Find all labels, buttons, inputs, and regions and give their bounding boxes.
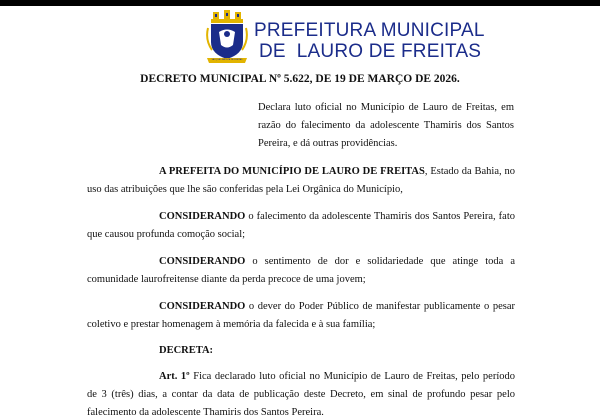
organization-name (254, 20, 485, 62)
crest-ribbon-text: SÃO JOÃO BATISTA DE FREITAS (211, 59, 243, 61)
municipal-crest-icon (204, 10, 250, 66)
decreta-heading (87, 342, 515, 360)
org-name-line-1: PREFEITURA MUNICIPAL (254, 20, 485, 41)
considerando-text: o falecimento da adolescente Thamiris dos Santos Pereira, fato que causou profunda comoção social; (87, 211, 515, 240)
considerando-text: o dever do Poder Público de manifestar publicamente o pesar coletivo e prestar homenagem à memória da falecida e à sua família; (87, 301, 515, 330)
considerando-paragraph-1 (87, 208, 515, 244)
considerando-text: o sentimento de dor e solidariedade que atinge toda a comunidade laurofreitense diante da perda precoce de uma jovem; (87, 256, 515, 285)
preamble-paragraph (87, 163, 515, 199)
decree-summary: Declara luto oficial no Município de Lauro de Freitas, em razão do falecimento da adolescente Thamiris dos Santos Pereira, e dá outras providências. (258, 102, 514, 149)
considerando-lead: CONSIDERANDO (159, 211, 246, 222)
decree-title: DECRETO MUNICIPAL Nº 5.622, DE 19 DE MARÇO DE 2026. (140, 73, 460, 85)
preamble-lead: A PREFEITA DO MUNICÍPIO DE LAURO DE FREITAS (159, 166, 425, 177)
article-1-text: Fica declarado luto oficial no Município de Lauro de Freitas, pelo período de 3 (três) dias, a contar da data de publicação deste Decreto, em sinal de profundo pesar pelo falecimento da adolescente Thamiris dos Santos Pereira. (87, 371, 515, 418)
decreta-label: DECRETA: (159, 345, 214, 356)
considerando-paragraph-3 (87, 298, 515, 334)
considerando-lead: CONSIDERANDO (159, 256, 246, 267)
article-1-paragraph (87, 368, 515, 420)
considerando-lead: CONSIDERANDO (159, 301, 246, 312)
preamble-text: , Estado da Bahia, no uso das atribuições que lhe são conferidas pela Lei Orgânica do Município, (87, 166, 515, 195)
org-name-line-2: DE LAURO DE FREITAS (259, 41, 482, 62)
article-1-lead: Art. 1º (159, 371, 190, 382)
considerando-paragraph-2 (87, 253, 515, 289)
top-border-rule (0, 0, 600, 6)
